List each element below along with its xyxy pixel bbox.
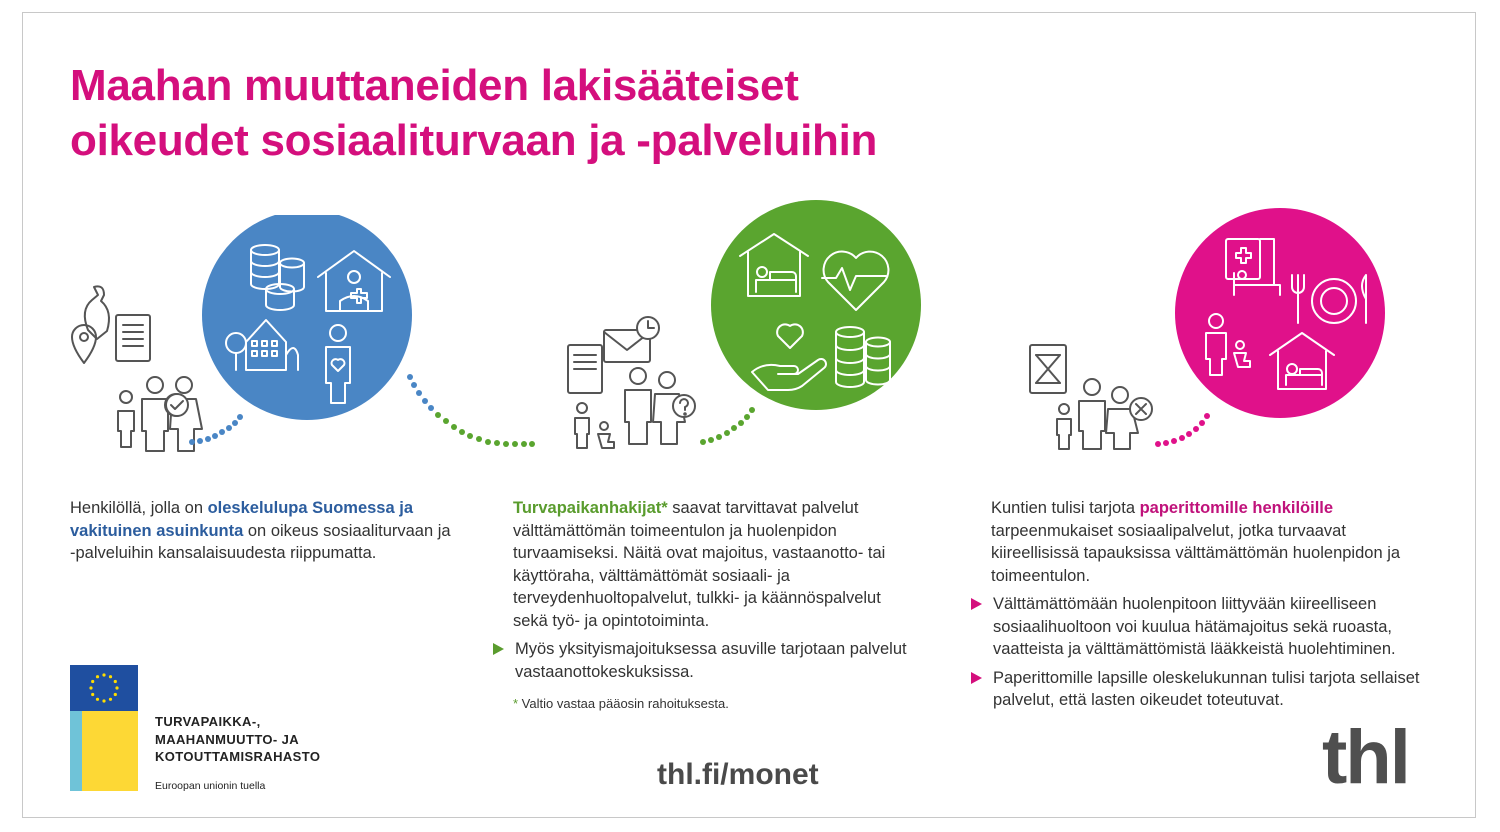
fund-name-line-2: MAAHANMUUTTO- JA: [155, 731, 300, 747]
title-line-1: Maahan muuttaneiden lakisääteiset: [70, 61, 799, 110]
panel-2-footnote: [513, 696, 729, 711]
thl-logo: thl: [1322, 715, 1409, 800]
fund-name: [155, 713, 320, 766]
eu-logo-block: [82, 711, 138, 791]
triangle-bullet-icon: [493, 643, 504, 655]
dotted-connector-green: [695, 395, 770, 455]
footnote-star: *: [513, 696, 519, 711]
panel-3-bullet-2: [971, 667, 1431, 712]
panel-3-text: [991, 497, 1431, 712]
panel-2-text: [513, 497, 913, 683]
panel-3-text-before: Kuntien tulisi tarjota: [991, 499, 1140, 517]
triangle-bullet-icon: [971, 598, 982, 610]
eu-flag: [70, 665, 138, 711]
dotted-connector-pink: [1150, 400, 1225, 455]
eu-support-text: Euroopan unionin tuella: [155, 780, 266, 792]
thl-url-link[interactable]: thl.fi/monet: [657, 758, 819, 791]
panel-3-highlight: paperittomille henkilöille: [1139, 499, 1334, 517]
x-icon: [1130, 398, 1152, 420]
fund-name-line-1: TURVAPAIKKA-,: [155, 714, 261, 729]
crossed-document-icon: [1030, 345, 1066, 393]
family-icon: [575, 368, 685, 448]
panel-3-bullet-1: [971, 593, 1431, 661]
eu-stars-icon: [70, 665, 138, 711]
panel-3-bullet-2-text: Paperittomille lapsille oleskelukunnan tulisi tarjota sellaiset palvelut, että lasten oikeudet toteutuvat.: [993, 668, 1420, 709]
panel-3-text-after: tarpeenmukaiset sosiaalipalvelut, jotka turvaavat kiireellisissä tapauksissa välttämättömän huolenpidon ja toimeentulon.: [991, 521, 1401, 585]
blue-circle: [202, 215, 412, 420]
eu-logo-stripe: [70, 711, 82, 791]
panel-1-text-before: Henkilöllä, jolla on: [70, 499, 208, 517]
document-icon: [568, 345, 602, 393]
dotted-connector-blue: [185, 400, 265, 455]
title-line-2: oikeudet sosiaaliturvaan ja -palveluihin: [70, 116, 878, 165]
location-icon: [72, 286, 109, 363]
panel-1-paragraph: [70, 497, 460, 565]
triangle-bullet-icon: [971, 672, 982, 684]
panel-3-bullet-1-text: Välttämättömään huolenpitoon liittyvään kiireelliseen sosiaalihuoltoon voi kuulua hätämajoitus sekä ruoasta, vaatteista ja välttämättömistä lääkkeistä huolehtiminen.: [993, 595, 1396, 658]
panel-1-text: [70, 497, 460, 565]
page-title: [70, 58, 877, 168]
fund-name-line-3: KOTOUTTAMISRAHASTO: [155, 749, 321, 764]
panel-1-text-after: on oikeus sosiaaliturvaan ja -palveluihin kansalaisuudesta riippumatta.: [70, 521, 451, 562]
panel-2-highlight: Turvapaikanhakijat*: [513, 499, 668, 517]
panel-1-highlight: oleskelulupa Suomessa ja vakituinen asuinkunta: [70, 499, 413, 540]
dotted-connector-blue-green: [400, 370, 540, 455]
footnote-text: Valtio vastaa pääosin rahoituksesta.: [518, 696, 729, 711]
panel-3-paragraph: [991, 497, 1431, 587]
panel-2-paragraph: [513, 497, 913, 632]
panel-2-bullet-text: Myös yksityismajoituksessa asuville tarjotaan palvelut vastaanottokeskuksissa.: [515, 640, 907, 681]
document-icon: [116, 315, 150, 361]
family-icon: [1057, 379, 1138, 449]
question-icon: [673, 395, 695, 417]
panel-2-bullet: [493, 638, 913, 683]
panel-2-text-after: saavat tarvittavat palvelut välttämättömän toimeentulon ja huolenpidon turvaamiseksi. Näitä ovat majoitus, vastaanotto- tai käyttöraha, välttämättömät sosiaali- ja terveydenhuoltopalvelut, tulkki- ja käännöspalvelut sekä työ- ja opintotoiminta.: [513, 499, 886, 630]
envelope-clock-icon: [604, 317, 659, 362]
